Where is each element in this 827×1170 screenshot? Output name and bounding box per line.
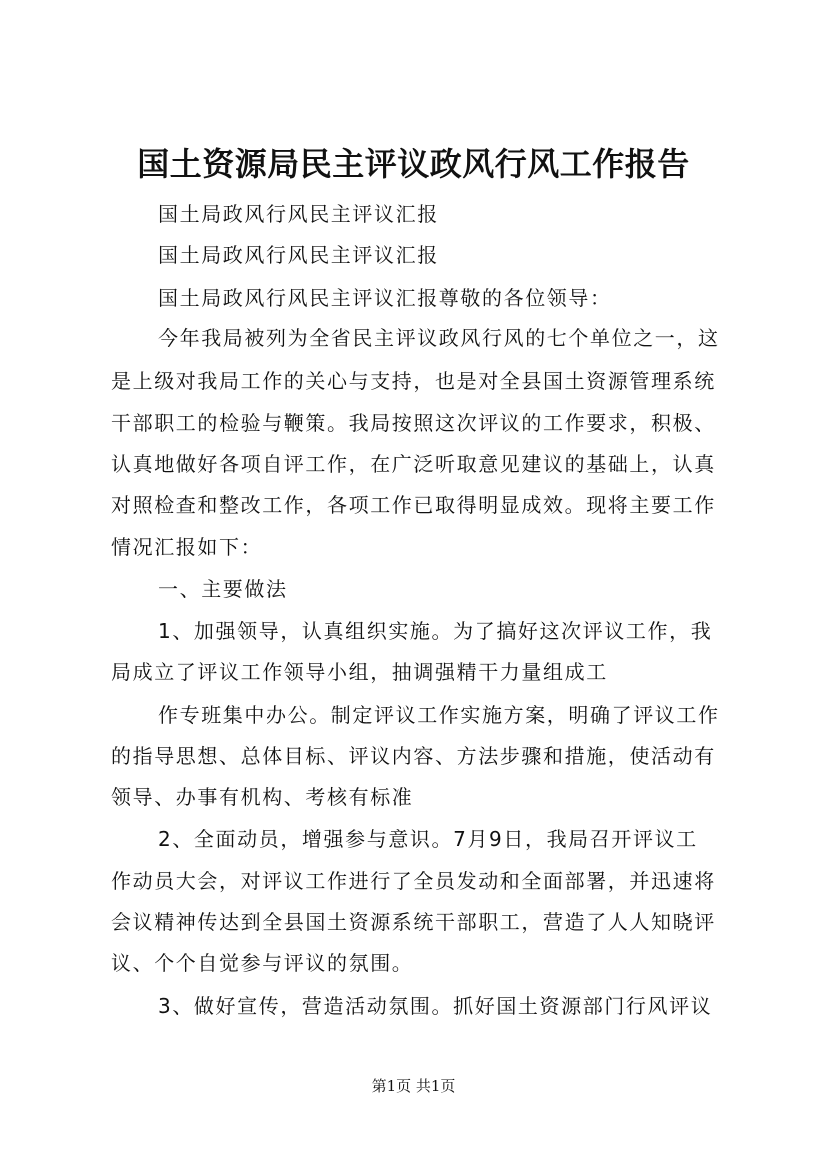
paragraph-line: 作动员大会，对评议工作进行了全员发动和全面部署，并迅速将 bbox=[111, 869, 716, 893]
paragraph-line: 干部职工的检验与鞭策。我局按照这次评议的工作要求，积极、 bbox=[111, 411, 716, 435]
paragraph-line: 1、加强领导，认真组织实施。为了搞好这次评议工作，我 bbox=[158, 619, 713, 643]
paragraph-line: 议、个个自觉参与评议的氛围。 bbox=[111, 951, 414, 975]
paragraph-line: 今年我局被列为全省民主评议政风行风的七个单位之一，这 bbox=[158, 326, 720, 350]
paragraph-line: 2、全面动员，增强参与意识。7月9日，我局召开评议工 bbox=[158, 827, 698, 851]
paragraph-line: 领导、办事有机构、考核有标准 bbox=[111, 785, 414, 809]
paragraph-line: 的指导思想、总体目标、评议内容、方法步骤和措施，使活动有 bbox=[111, 744, 716, 768]
paragraph-line: 3、做好宣传，营造活动氛围。抓好国土资源部门行风评议 bbox=[158, 994, 713, 1018]
paragraph-line: 情况汇报如下： bbox=[111, 535, 263, 559]
section-heading: 一、主要做法 bbox=[158, 577, 288, 601]
document-title: 国土资源局民主评议政风行风工作报告 bbox=[137, 145, 690, 183]
paragraph-line: 认真地做好各项自评工作，在广泛听取意见建议的基础上，认真 bbox=[111, 452, 716, 476]
greeting-line: 国土局政风行风民主评议汇报尊敬的各位领导： bbox=[158, 286, 612, 310]
subtitle-line: 国土局政风行风民主评议汇报 bbox=[158, 202, 439, 226]
page-number: 第1页 共1页 bbox=[371, 1077, 456, 1095]
paragraph-line: 对照检查和整改工作，各项工作已取得明显成效。现将主要工作 bbox=[111, 493, 716, 517]
subtitle-line: 国土局政风行风民主评议汇报 bbox=[158, 243, 439, 267]
paragraph-line: 是上级对我局工作的关心与支持，也是对全县国土资源管理系统 bbox=[111, 369, 716, 393]
paragraph-line: 局成立了评议工作领导小组，抽调强精干力量组成工 bbox=[111, 660, 608, 684]
paragraph-line: 作专班集中办公。制定评议工作实施方案，明确了评议工作 bbox=[158, 703, 720, 727]
paragraph-line: 会议精神传达到全县国土资源系统干部职工，营造了人人知晓评 bbox=[111, 910, 716, 934]
